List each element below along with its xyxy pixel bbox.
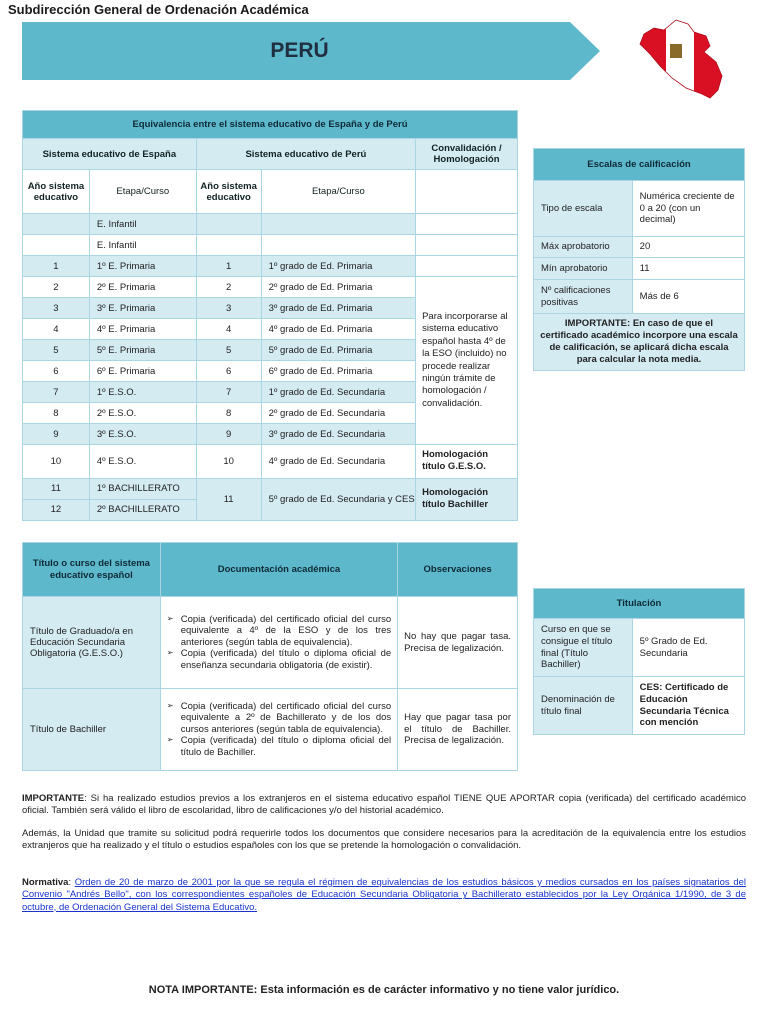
es-stage: 4º E. Primaria — [89, 319, 196, 340]
pe-stage: 5º grado de Ed. Primaria — [261, 340, 415, 361]
scale-label: Nº calificaciones positivas — [534, 280, 633, 314]
bullet-arrow-icon: ➢ — [166, 613, 174, 623]
bullet-arrow-icon: ➢ — [166, 700, 174, 710]
doc-obs: Hay que pagar tasa por el título de Bachiller. Precisa de legalización. — [398, 689, 518, 771]
doc-title: Título de Graduado/a en Educación Secundaria Obligatoria (G.E.S.O.) — [23, 597, 161, 689]
sub-stage-peru: Etapa/Curso — [261, 170, 415, 214]
es-stage: E. Infantil — [89, 235, 196, 256]
es-year: 11 — [23, 478, 90, 499]
important-paragraph — [22, 793, 746, 818]
sub-year-spain: Año sistema educativo — [23, 170, 90, 214]
doc-list — [160, 689, 397, 771]
pe-year: 7 — [196, 382, 261, 403]
pe-stage: 2º grado de Ed. Primaria — [261, 277, 415, 298]
bullet-arrow-icon: ➢ — [166, 735, 174, 745]
es-stage: 1º BACHILLERATO — [89, 478, 196, 499]
sub-conv-empty — [416, 170, 518, 214]
table-row — [23, 256, 518, 277]
es-year: 10 — [23, 445, 90, 479]
col-spain-system: Sistema educativo de España — [23, 139, 197, 170]
titulacion-value: CES: Certificado de Educación Secundaria Técnica con mención — [632, 677, 744, 735]
pe-stage: 2º grado de Ed. Secundaria — [261, 403, 415, 424]
pe-stage — [261, 235, 415, 256]
additional-paragraph: Además, la Unidad que tramite su solicitud podrá requerirle todos los documentos que considere necesarios para la acreditación de la equivalencia entre los estudios extranjeros que ha realizado y el título o estudios españoles con los que se pretende la homologación o convalidación. — [22, 828, 746, 852]
equivalence-table — [22, 110, 518, 521]
table-row — [23, 277, 518, 298]
scale-label: Mín aprobatorio — [534, 258, 633, 280]
scale-value: 11 — [632, 258, 744, 280]
table-row — [23, 597, 518, 689]
doc-obs: No hay que pagar tasa. Precisa de legalización. — [398, 597, 518, 689]
conv-note: Para incorporarse al sistema educativo español hasta 4º de la ESO (incluido) no procede realizar ningún trámite de homologación / convalidación. — [416, 277, 518, 445]
es-year — [23, 235, 90, 256]
scales-title: Escalas de calificación — [534, 149, 745, 181]
important-text: : Si ha realizado estudios previos a los extranjeros en el sistema educativo español TIENE QUE APORTAR copia (verificada) del certificado académico oficial. También será válido el libro de escolaridad, libro de calificaciones y/o del historial académico. — [22, 793, 746, 817]
es-year: 2 — [23, 277, 90, 298]
grading-scales-table — [533, 148, 745, 371]
pe-year: 10 — [196, 445, 261, 479]
doc-list — [160, 597, 397, 689]
org-title: Subdirección General de Ordenación Académica — [8, 2, 309, 17]
equivalence-title: Equivalencia entre el sistema educativo de España y de Perú — [23, 111, 518, 139]
scale-label: Tipo de escala — [534, 181, 633, 237]
pe-year — [196, 214, 261, 235]
es-year: 4 — [23, 319, 90, 340]
conv-geso: Homologación título G.E.S.O. — [416, 445, 518, 479]
documentation-table — [22, 542, 518, 771]
pe-year-merged: 11 — [196, 478, 261, 520]
pe-year: 1 — [196, 256, 261, 277]
titulacion-title: Titulación — [534, 589, 745, 619]
conv-cell — [416, 214, 518, 235]
pe-year: 3 — [196, 298, 261, 319]
scale-value: Numérica creciente de 0 a 20 (con un decimal) — [632, 181, 744, 237]
es-year: 3 — [23, 298, 90, 319]
pe-year: 2 — [196, 277, 261, 298]
pe-stage — [261, 214, 415, 235]
important-label: IMPORTANTE — [22, 793, 85, 804]
pe-year: 5 — [196, 340, 261, 361]
list-item — [167, 735, 391, 758]
doc-item-text: Copia (verificada) del título o diploma oficial del título de Bachiller. — [180, 735, 392, 758]
sub-stage-spain: Etapa/Curso — [89, 170, 196, 214]
scale-value: 20 — [632, 237, 744, 258]
pe-stage: 4º grado de Ed. Primaria — [261, 319, 415, 340]
bullet-arrow-icon: ➢ — [166, 648, 174, 658]
es-year: 8 — [23, 403, 90, 424]
es-stage: 2º E.S.O. — [89, 403, 196, 424]
es-stage: 3º E.S.O. — [89, 424, 196, 445]
es-stage: 5º E. Primaria — [89, 340, 196, 361]
pe-stage: 3º grado de Ed. Secundaria — [261, 424, 415, 445]
es-stage: E. Infantil — [89, 214, 196, 235]
es-stage: 3º E. Primaria — [89, 298, 196, 319]
pe-stage: 1º grado de Ed. Primaria — [261, 256, 415, 277]
doc-title: Título de Bachiller — [23, 689, 161, 771]
col-docs: Documentación académica — [160, 543, 397, 597]
pe-year: 6 — [196, 361, 261, 382]
es-year: 7 — [23, 382, 90, 403]
conv-cell — [416, 256, 518, 277]
col-title: Título o curso del sistema educativo español — [23, 543, 161, 597]
doc-item-text: Copia (verificada) del título o diploma oficial de enseñanza secundaria obligatoria (de existir). — [180, 648, 392, 671]
es-year: 9 — [23, 424, 90, 445]
table-row — [23, 214, 518, 235]
table-row — [23, 689, 518, 771]
es-stage: 6º E. Primaria — [89, 361, 196, 382]
es-stage: 1º E. Primaria — [89, 256, 196, 277]
pe-stage-merged: 5º grado de Ed. Secundaria y CES — [261, 478, 415, 520]
es-year: 6 — [23, 361, 90, 382]
pe-year: 4 — [196, 319, 261, 340]
pe-stage: 1º grado de Ed. Secundaria — [261, 382, 415, 403]
normativa-link[interactable]: Orden de 20 de marzo de 2001 por la que se regula el régimen de equivalencias de los estudios básicos y medios cursados en los países signatarios del Convenio "Andrés Bello", con los correspondientes españoles de Educación Secundaria Obligatoria y Bachillerato establecidos por la Ley Orgánica 1/1990, de 3 de octubre, de Ordenación General del Sistema Educativo. — [22, 877, 746, 913]
es-stage: 2º BACHILLERATO — [89, 499, 196, 520]
list-item — [167, 614, 391, 649]
titulacion-label: Curso en que se consigue el título final (Título Bachiller) — [534, 619, 633, 677]
doc-item-text: Copia (verificada) del certificado oficial del curso equivalente a 4º de la ESO y de los tres anteriores (según tabla de equivalencia). — [180, 613, 392, 648]
es-stage: 1º E.S.O. — [89, 382, 196, 403]
col-convalidation: Convalidación / Homologación — [416, 139, 518, 170]
sub-year-peru: Año sistema educativo — [196, 170, 261, 214]
es-year — [23, 214, 90, 235]
titulacion-value: 5º Grado de Ed. Secundaria — [632, 619, 744, 677]
col-peru-system: Sistema educativo de Perú — [196, 139, 415, 170]
titulacion-table — [533, 588, 745, 735]
es-stage: 4º E.S.O. — [89, 445, 196, 479]
conv-cell — [416, 235, 518, 256]
table-row — [23, 478, 518, 499]
conv-bach: Homologación título Bachiller — [416, 478, 518, 520]
peru-flag-map-icon — [636, 18, 726, 100]
scale-label: Máx aprobatorio — [534, 237, 633, 258]
country-banner — [22, 22, 600, 80]
pe-year — [196, 235, 261, 256]
doc-item-text: Copia (verificada) del certificado oficial del curso equivalente a 2º de Bachillerato y de los dos cursos anteriores (según tabla de equivalencia). — [180, 700, 392, 735]
list-item — [167, 648, 391, 671]
titulacion-label: Denominación de título final — [534, 677, 633, 735]
final-note: NOTA IMPORTANTE: Esta información es de carácter informativo y no tiene valor jurídico. — [148, 984, 620, 996]
es-year: 5 — [23, 340, 90, 361]
es-year: 12 — [23, 499, 90, 520]
scale-value: Más de 6 — [632, 280, 744, 314]
list-item — [167, 701, 391, 736]
pe-stage: 3º grado de Ed. Primaria — [261, 298, 415, 319]
table-row — [23, 235, 518, 256]
scales-important-note: IMPORTANTE: En caso de que el certificado académico incorpore una escala de calificación, se aplicará dicha escala para calcular la nota media. — [534, 314, 745, 371]
pe-stage: 4º grado de Ed. Secundaria — [261, 445, 415, 479]
table-row — [23, 445, 518, 479]
normativa-paragraph: Normativa: Orden de 20 de marzo de 2001 por la que se regula el régimen de equivalencias de los estudios básicos y medios cursados en los países signatarios del Convenio "Andrés Bello", con los correspondientes españoles de Educación Secundaria Obligatoria y Bachillerato establecidos por la Ley Orgánica 1/1990, de 3 de octubre, de Ordenación General del Sistema Educativo. — [22, 877, 746, 913]
pe-year: 9 — [196, 424, 261, 445]
country-name: PERÚ — [270, 39, 329, 62]
pe-year: 8 — [196, 403, 261, 424]
es-stage: 2º E. Primaria — [89, 277, 196, 298]
normativa-label: Normativa — [22, 877, 69, 888]
col-obs: Observaciones — [398, 543, 518, 597]
es-year: 1 — [23, 256, 90, 277]
pe-stage: 6º grado de Ed. Primaria — [261, 361, 415, 382]
